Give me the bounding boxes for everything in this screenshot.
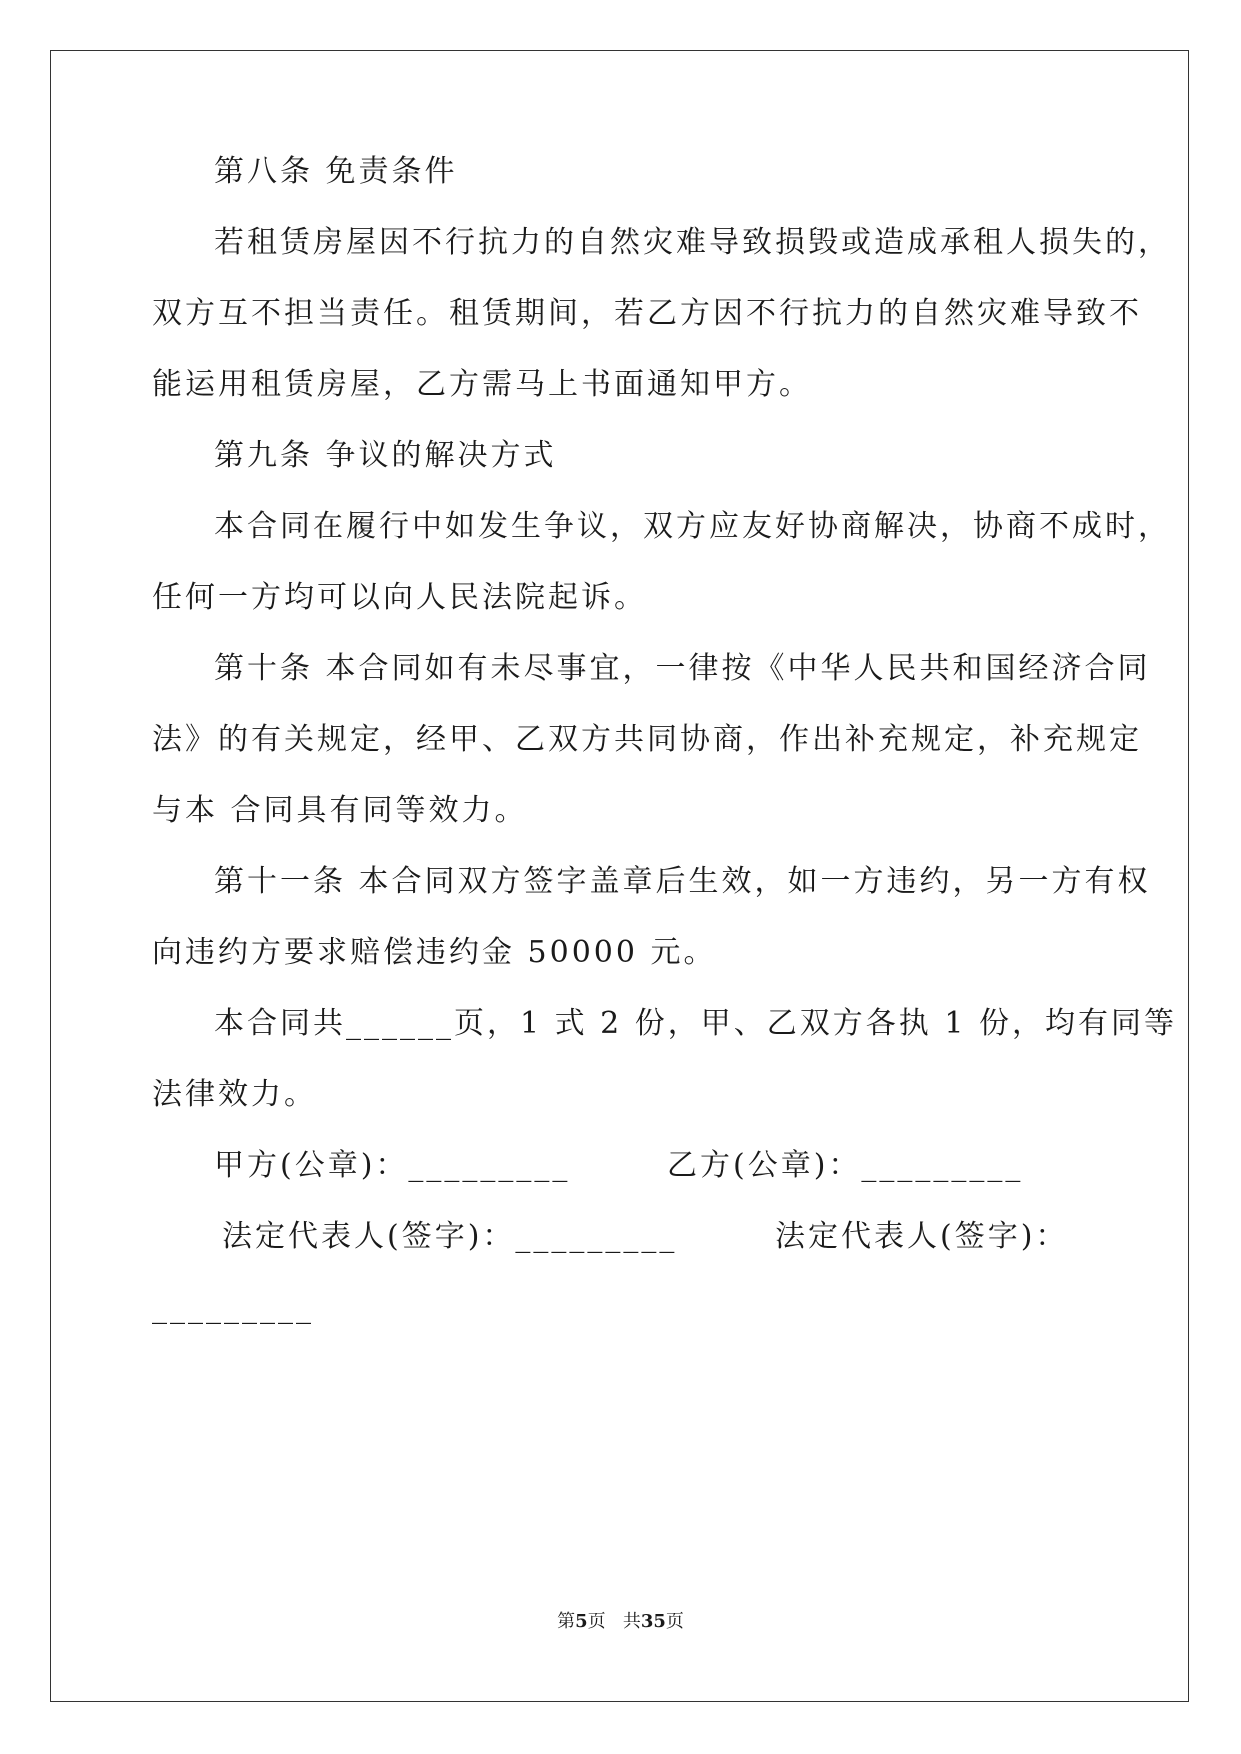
- article-9-heading: 第九条 争议的解决方式: [214, 438, 557, 473]
- party-b-representative-blank: _________: [152, 1290, 314, 1325]
- article-11-line-2: 向违约方要求赔偿违约金 50000 元。: [152, 935, 717, 970]
- article-10-line-1: 第十条 本合同如有未尽事宜，一律按《中华人民共和国经济合同: [214, 651, 1151, 686]
- footer-total-prefix: 共: [622, 1611, 641, 1632]
- article-9-text-line-2: 任何一方均可以向人民法院起诉。: [152, 580, 647, 615]
- party-a-representative-field: 法定代表人(签字)：_________: [222, 1219, 678, 1254]
- copies-clause-line-2: 法律效力。: [152, 1077, 317, 1112]
- article-11-line-1: 第十一条 本合同双方签字盖章后生效，如一方违约，另一方有权: [214, 864, 1151, 899]
- footer-prefix: 第: [557, 1611, 576, 1632]
- article-8-text-line-1: 若租赁房屋因不行抗力的自然灾难导致损毁或造成承租人损失的，: [214, 225, 1171, 260]
- article-10-line-3: 与本 合同具有同等效力。: [152, 793, 528, 828]
- footer-total-pages: 35: [640, 1611, 666, 1632]
- page-footer: [0, 1610, 1241, 1634]
- article-8-heading: 第八条 免责条件: [214, 154, 458, 189]
- article-8-text-line-2: 双方互不担当责任。租赁期间，若乙方因不行抗力的自然灾难导致不: [152, 296, 1142, 331]
- copies-clause-line-1: 本合同共______页，1 式 2 份，甲、乙双方各执 1 份，均有同等: [214, 1006, 1177, 1041]
- party-b-seal-field: 乙方(公章)：_________: [667, 1148, 1024, 1183]
- party-b-representative-field: 法定代表人(签字)：: [775, 1219, 1069, 1254]
- article-9-text-line-1: 本合同在履行中如发生争议，双方应友好协商解决，协商不成时，: [214, 509, 1171, 544]
- article-10-line-2: 法》的有关规定，经甲、乙双方共同协商，作出补充规定，补充规定: [152, 722, 1142, 757]
- article-8-text-line-3: 能运用租赁房屋，乙方需马上书面通知甲方。: [152, 367, 812, 402]
- footer-page-suffix: 页: [587, 1611, 606, 1632]
- party-a-seal-field: 甲方(公章)：_________: [214, 1148, 571, 1183]
- footer-page-number: 5: [575, 1611, 588, 1632]
- footer-total-suffix: 页: [665, 1611, 684, 1632]
